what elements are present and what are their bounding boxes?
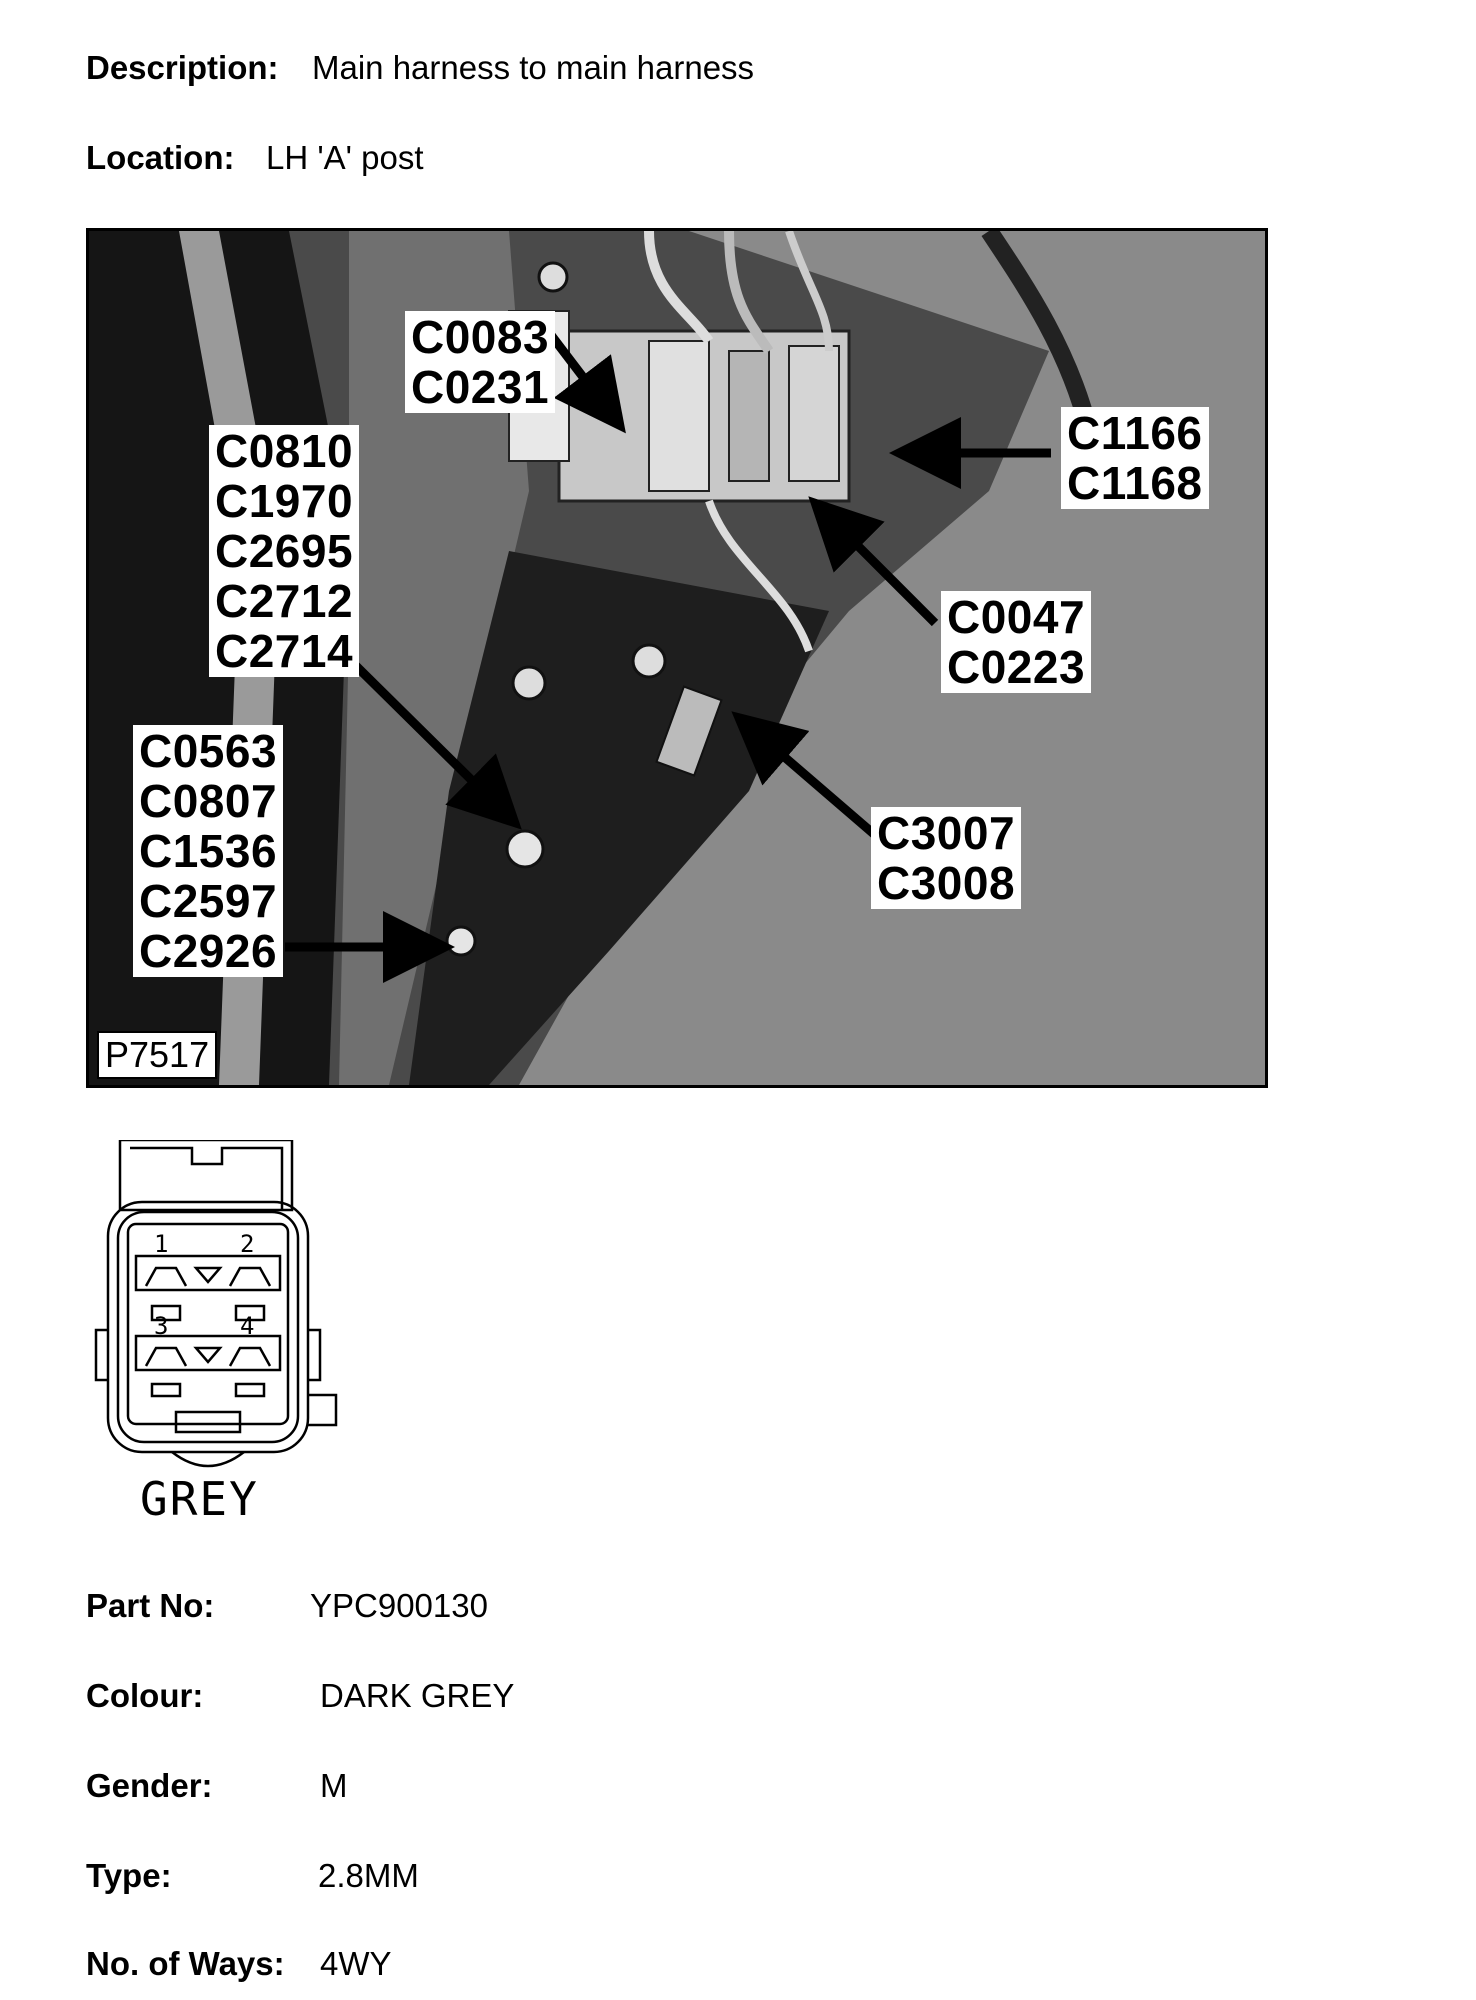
callout-line: C3008	[877, 857, 1016, 909]
callout-line: C1970	[215, 475, 354, 527]
description-value: Main harness to main harness	[312, 49, 755, 86]
connector-face-diagram	[92, 1140, 352, 1520]
callout-line: C2597	[139, 875, 278, 927]
callout-c0047-c0223	[941, 591, 1091, 693]
description-label: Description:	[86, 49, 279, 86]
callout-c0810-group	[209, 425, 359, 677]
callout-line: C1536	[139, 825, 278, 877]
colour-label: Colour:	[86, 1677, 204, 1714]
callout-line: C0563	[139, 725, 278, 777]
callout-line: C2714	[215, 625, 354, 677]
callout-line: C2712	[215, 575, 354, 627]
callout-c0563-group	[133, 725, 283, 977]
part-no-value: YPC900130	[310, 1587, 488, 1624]
connector-colour-label: GREY	[140, 1472, 259, 1526]
connector-outline	[92, 1140, 352, 1480]
callout-c0083-c0231	[405, 311, 555, 413]
colour-value: DARK GREY	[320, 1677, 515, 1714]
pin-label-4: 4	[240, 1312, 255, 1340]
callout-line: C1168	[1067, 457, 1203, 509]
callout-line: C0810	[215, 425, 354, 477]
no-of-ways-label: No. of Ways:	[86, 1945, 285, 1982]
type-label: Type:	[86, 1857, 172, 1894]
callout-line: C0231	[411, 361, 550, 413]
callout-line: C2926	[139, 925, 278, 977]
figure-id: P7517	[97, 1031, 217, 1079]
location-photo	[86, 228, 1268, 1088]
no-of-ways-value: 4WY	[320, 1945, 392, 1982]
location-label: Location:	[86, 139, 235, 176]
callout-line: C1166	[1067, 407, 1203, 459]
pin-label-3: 3	[154, 1312, 169, 1340]
pin-label-2: 2	[240, 1230, 255, 1258]
callout-c3007-c3008	[871, 807, 1021, 909]
gender-value: M	[320, 1767, 348, 1804]
callout-line: C0807	[139, 775, 278, 827]
callout-line: C3007	[877, 807, 1016, 859]
part-no-label: Part No:	[86, 1587, 215, 1624]
callout-line: C2695	[215, 525, 354, 577]
callout-line: C0223	[947, 641, 1086, 693]
callout-line: C0083	[411, 311, 550, 363]
type-value: 2.8MM	[318, 1857, 419, 1894]
callout-line: C0047	[947, 591, 1086, 643]
gender-label: Gender:	[86, 1767, 213, 1804]
pin-label-1: 1	[154, 1230, 169, 1258]
location-value: LH 'A' post	[266, 139, 424, 176]
callout-c1166-c1168	[1061, 407, 1209, 509]
